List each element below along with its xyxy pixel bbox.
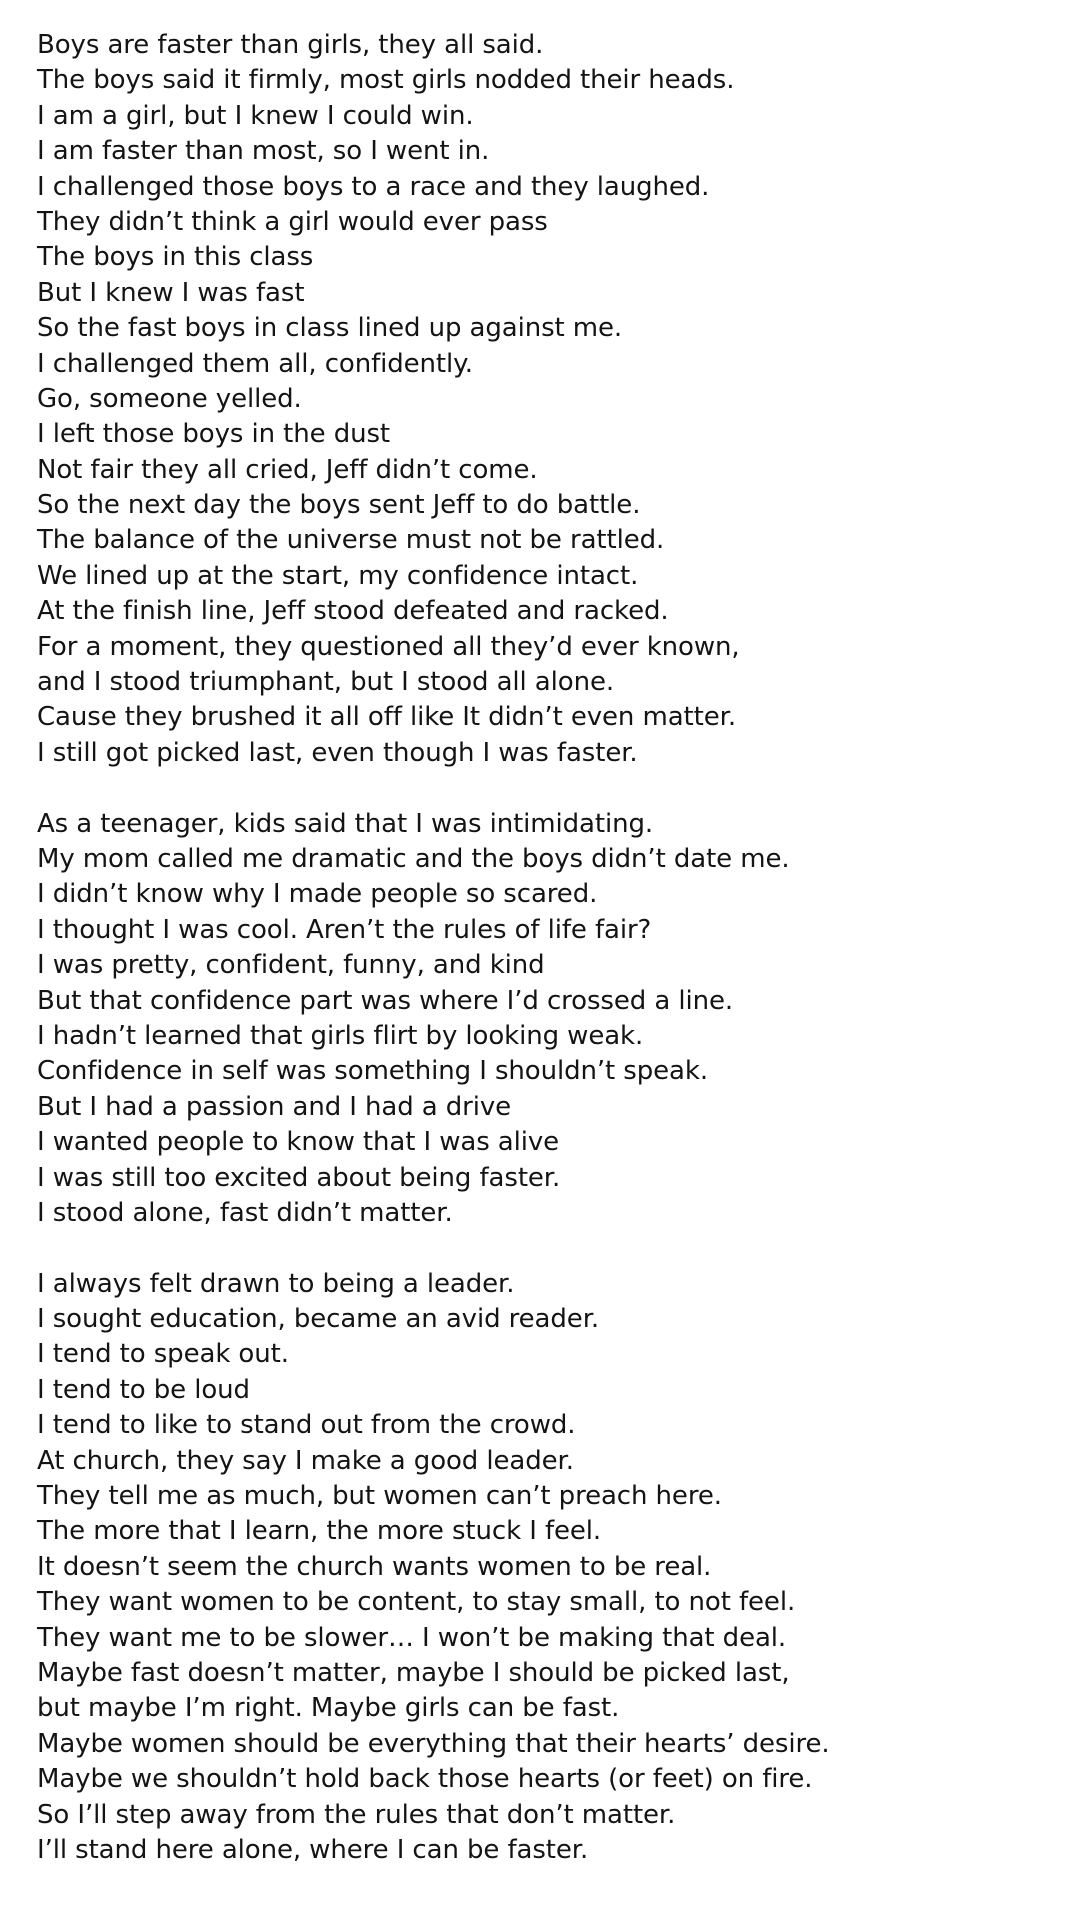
poem-line: but maybe I’m right. Maybe girls can be fast. (37, 1693, 620, 1724)
poem-line: Maybe fast doesn’t matter, maybe I should be picked last, (37, 1657, 790, 1688)
poem-line: So the fast boys in class lined up against me. (37, 313, 623, 344)
poem-line: I didn’t know why I made people so scared. (37, 879, 598, 910)
poem-line: They want women to be content, to stay small, to not feel. (37, 1587, 796, 1618)
poem-line: I was still too excited about being faster. (37, 1162, 561, 1193)
poem-line: I hadn’t learned that girls flirt by looking weak. (37, 1020, 644, 1051)
poem-line: I thought I was cool. Aren’t the rules of life fair? (37, 914, 652, 945)
poem-line: At the finish line, Jeff stood defeated and racked. (37, 596, 669, 627)
poem-line: The boys said it firmly, most girls nodded their heads. (37, 65, 735, 96)
poem-line: I sought education, became an avid reader. (37, 1304, 600, 1335)
poem-line: But I had a passion and I had a drive (37, 1091, 512, 1122)
poem-line: For a moment, they questioned all they’d ever known, (37, 631, 740, 662)
poem-line: At church, they say I make a good leader. (37, 1445, 574, 1476)
poem-line: So I’ll step away from the rules that don’t matter. (37, 1799, 676, 1830)
poem-line: But I knew I was fast (37, 277, 305, 308)
poem-text (37, 28, 1047, 1868)
poem-line: The more that I learn, the more stuck I feel. (37, 1516, 602, 1547)
poem-line: I tend to like to stand out from the crowd. (37, 1410, 576, 1441)
poem-line: They want me to be slower… I won’t be making that deal. (37, 1622, 787, 1653)
poem-line: I wanted people to know that I was alive (37, 1127, 560, 1158)
poem-line: As a teenager, kids said that I was intimidating. (37, 808, 654, 839)
poem-line: The balance of the universe must not be rattled. (37, 525, 665, 556)
poem-line: We lined up at the start, my confidence intact. (37, 560, 639, 591)
poem-line: I stood alone, fast didn’t matter. (37, 1197, 453, 1228)
poem-line: Go, someone yelled. (37, 383, 302, 414)
poem-line: They tell me as much, but women can’t preach here. (37, 1481, 722, 1512)
poem-stanza (37, 28, 1047, 771)
poem-line: Boys are faster than girls, they all said. (37, 30, 544, 60)
poem-line: They didn’t think a girl would ever pass (37, 206, 548, 237)
poem-line: and I stood triumphant, but I stood all alone. (37, 667, 615, 698)
poem-line: I am a girl, but I knew I could win. (37, 100, 474, 131)
poem-line: I tend to be loud (37, 1374, 250, 1405)
poem-line: Maybe we shouldn’t hold back those hearts (or feet) on fire. (37, 1764, 813, 1795)
poem-line: I left those boys in the dust (37, 419, 391, 450)
poem-line: Cause they brushed it all off like It didn’t even matter. (37, 702, 736, 733)
poem-line: I tend to speak out. (37, 1339, 289, 1370)
poem-line: I still got picked last, even though I was faster. (37, 737, 638, 768)
poem-line: It doesn’t seem the church wants women to be real. (37, 1551, 712, 1582)
poem-line: I am faster than most, so I went in. (37, 136, 490, 167)
poem-line: But that confidence part was where I’d crossed a line. (37, 985, 734, 1016)
poem-line: I always felt drawn to being a leader. (37, 1268, 515, 1299)
poem-line: I challenged them all, confidently. (37, 348, 473, 379)
poem-line: The boys in this class (37, 242, 314, 273)
poem-line: Not fair they all cried, Jeff didn’t come. (37, 454, 538, 485)
poem-line: Maybe women should be everything that their hearts’ desire. (37, 1728, 830, 1759)
poem-line: Confidence in self was something I shouldn’t speak. (37, 1056, 709, 1087)
poem-line: So the next day the boys sent Jeff to do battle. (37, 490, 641, 521)
poem-stanza (37, 807, 1047, 1232)
poem-line: My mom called me dramatic and the boys didn’t date me. (37, 843, 790, 874)
poem-stanza (37, 1267, 1047, 1869)
poem-line: I’ll stand here alone, where I can be faster. (37, 1834, 589, 1865)
poem-line: I challenged those boys to a race and they laughed. (37, 171, 710, 202)
poem-line: I was pretty, confident, funny, and kind (37, 950, 545, 981)
